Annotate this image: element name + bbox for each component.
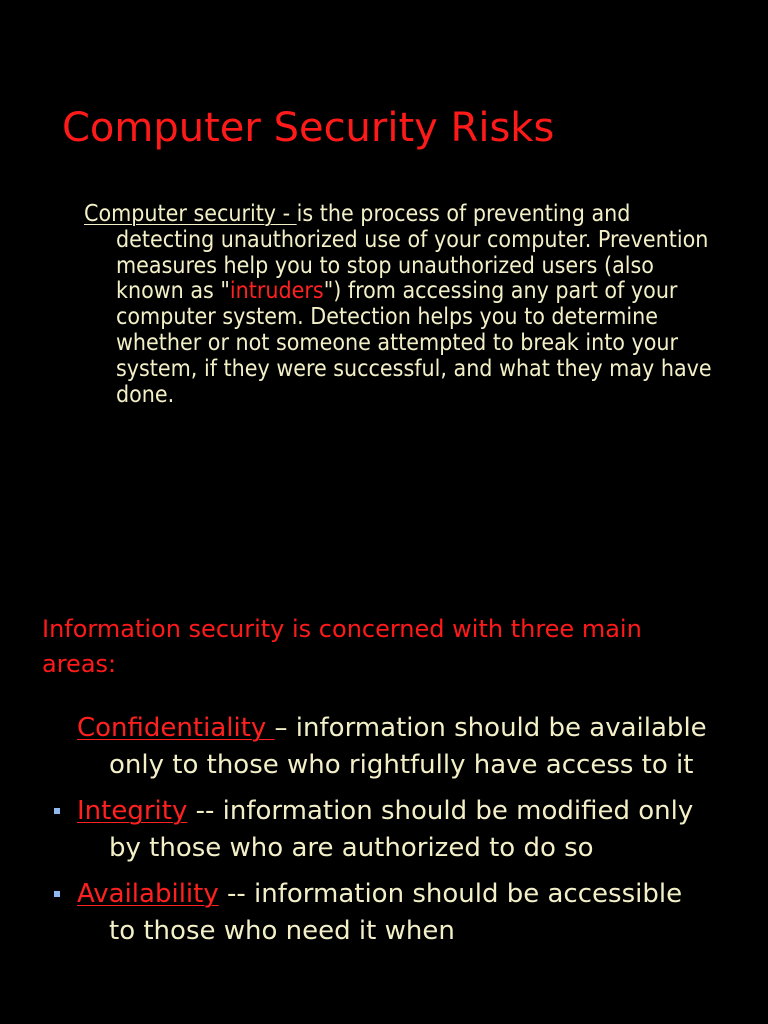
- area-item-confidentiality: [0, 710, 709, 784]
- area-term-integrity: Integrity: [77, 796, 188, 826]
- area-description-integrity: -- information should be modified only by those who are authorized to do so: [109, 796, 694, 863]
- area-item-integrity: [0, 793, 709, 867]
- area-description-confidentiality: – information should be available only to those who rightfully have access to it: [109, 713, 707, 780]
- slide-title: Computer Security Risks: [62, 105, 555, 151]
- definition-term: Computer security -: [84, 201, 297, 227]
- security-areas-list: [0, 710, 768, 959]
- definition-paragraph: [84, 202, 716, 408]
- definition-text-end: ") from accessing any part of your computer system. Detection helps you to determine whether or not someone attempted to break into your system, if they were successful, and what they may have done.: [116, 278, 712, 408]
- square-bullet-icon: [54, 808, 60, 814]
- area-item-availability: [0, 876, 709, 950]
- area-term-confidentiality: Confidentiality: [77, 713, 275, 743]
- definition-text-start: is the process of preventing and detecting unauthorized use of your computer. Prevention measures help you to stop unauthorized users (also known as ": [116, 201, 709, 305]
- intruders-highlight: intruders: [229, 278, 324, 305]
- area-term-availability: Availability: [77, 879, 219, 909]
- square-bullet-icon: [54, 891, 60, 897]
- areas-intro: Information security is concerned with three main areas:: [42, 615, 642, 678]
- area-description-availability: -- information should be accessible to those who need it when: [109, 879, 683, 946]
